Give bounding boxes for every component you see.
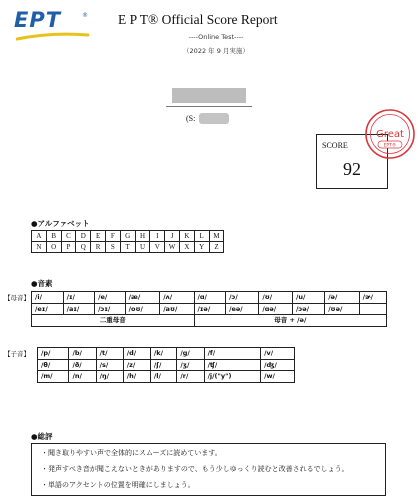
vowel-cell: /ɚ/ <box>359 292 386 304</box>
alphabet-cell: M <box>209 231 224 242</box>
score-label: SCORE <box>322 141 348 150</box>
alphabet-cell: P <box>61 242 76 253</box>
stamp-text: Great <box>376 129 404 140</box>
consonant-cell: /p/ <box>38 348 69 360</box>
alphabet-cell: W <box>165 242 180 253</box>
alphabet-cell: B <box>46 231 61 242</box>
consonant-cell: /ʃ/ <box>150 359 177 371</box>
alphabet-heading: ●アルファベット <box>31 219 90 228</box>
consonant-table <box>37 347 295 383</box>
consonant-cell: /ʧ/ <box>204 359 261 371</box>
consonant-cell: /ŋ/ <box>96 371 123 383</box>
alphabet-cell: L <box>194 231 209 242</box>
consonant-cell: /m/ <box>38 371 69 383</box>
report-title: E P T® Official Score Report <box>118 12 278 27</box>
consonant-cell: /g/ <box>177 348 204 360</box>
diphthong-group-label: 二重母音 <box>32 315 195 327</box>
comment-line: ・聞き取りやすい声で全体的にスムーズに読めています。 <box>41 449 222 457</box>
consonant-cell: /ð/ <box>69 359 96 371</box>
consonant-cell: /j/("y") <box>204 371 261 383</box>
comment-line: ・発声すべき音が聞こえないときがありますので、もう少しゆっくり読むと改善されるでしょう。 <box>41 465 349 473</box>
alphabet-cell: A <box>32 231 47 242</box>
vowel-table <box>31 291 387 327</box>
consonant-cell: /h/ <box>123 371 150 383</box>
consonant-cell: /t/ <box>96 348 123 360</box>
consonant-cell: /ʤ/ <box>261 359 295 371</box>
alphabet-cell: E <box>91 231 106 242</box>
vowel-group-row <box>32 315 387 327</box>
consonant-cell: /ʒ/ <box>177 359 204 371</box>
vowel-cell: /aʊ/ <box>160 303 194 315</box>
vowel-cell: /ɔɪ/ <box>95 303 126 315</box>
great-stamp-icon <box>364 108 416 160</box>
alphabet-cell: F <box>105 231 120 242</box>
vowel-cell: /i/ <box>32 292 64 304</box>
alphabet-cell: V <box>150 242 165 253</box>
vowel-cell-empty <box>359 303 386 315</box>
consonant-row <box>38 348 295 360</box>
student-id-prefix: (S: <box>186 114 196 123</box>
vowel-cell: /eɪ/ <box>32 303 64 315</box>
comments-box <box>31 443 386 496</box>
alphabet-cell: Z <box>209 242 224 253</box>
alphabet-cell: H <box>135 231 150 242</box>
vowel-cell: /ə/ <box>325 292 359 304</box>
report-subtitle: ----Online Test---- <box>188 33 244 41</box>
logo-registered-mark: ® <box>82 12 88 19</box>
consonant-cell: /θ/ <box>38 359 69 371</box>
exam-date: （2022 年 9 月実施） <box>183 47 249 55</box>
alphabet-cell: R <box>91 242 106 253</box>
vowel-cell: /aɪ/ <box>63 303 95 315</box>
consonant-cell: /f/ <box>204 348 261 360</box>
consonant-cell: /k/ <box>150 348 177 360</box>
alphabet-cell: D <box>76 231 91 242</box>
vowel-cell: /ɪ/ <box>63 292 95 304</box>
consonant-cell: /z/ <box>123 359 150 371</box>
alphabet-cell: S <box>105 242 120 253</box>
vowel-cell: /u/ <box>293 292 325 304</box>
phonetics-heading: ●音素 <box>31 279 53 288</box>
name-underline <box>166 106 252 107</box>
alphabet-cell: Q <box>76 242 91 253</box>
alphabet-row <box>32 242 224 253</box>
redacted-student-name <box>172 88 246 103</box>
alphabet-cell: T <box>120 242 135 253</box>
score-value: 92 <box>343 159 361 179</box>
vowel-cell: /e/ <box>95 292 126 304</box>
vowel-cell: /æ/ <box>125 292 160 304</box>
alphabet-cell: J <box>165 231 180 242</box>
vowel-cell: /ɔə/ <box>293 303 325 315</box>
comment-line: ・単語のアクセントの位置を明確にしましょう。 <box>41 481 195 489</box>
logo-text: EPT <box>14 8 62 32</box>
consonant-cell: /n/ <box>69 371 96 383</box>
vowel-cell: /ɔ/ <box>226 292 259 304</box>
vowel-row <box>32 303 387 315</box>
consonant-row <box>38 359 295 371</box>
consonant-cell: /d/ <box>123 348 150 360</box>
alphabet-cell: Y <box>194 242 209 253</box>
comments-heading: ●総評 <box>31 432 53 441</box>
consonant-cell: /s/ <box>96 359 123 371</box>
vowel-cell: /ɪə/ <box>194 303 226 315</box>
alphabet-cell: O <box>46 242 61 253</box>
vowel-cell: /ʊə/ <box>325 303 359 315</box>
rhotic-group-label: 母音 + /ə/ <box>194 315 386 327</box>
alphabet-table <box>31 230 224 253</box>
vowel-cell: /eə/ <box>226 303 259 315</box>
vowel-cell: /ɑ/ <box>194 292 226 304</box>
alphabet-cell: I <box>150 231 165 242</box>
alphabet-row <box>32 231 224 242</box>
consonant-cell: /v/ <box>261 348 295 360</box>
consonant-row <box>38 371 295 383</box>
consonant-cell: /b/ <box>69 348 96 360</box>
alphabet-cell: U <box>135 242 150 253</box>
stamp-logo-text: EPT® <box>383 143 397 149</box>
vowel-cell: /ʌ/ <box>160 292 194 304</box>
alphabet-cell: C <box>61 231 76 242</box>
alphabet-cell: K <box>179 231 194 242</box>
alphabet-cell: N <box>32 242 47 253</box>
vowel-row <box>32 292 387 304</box>
consonant-cell: /l/ <box>150 371 177 383</box>
alphabet-cell: G <box>120 231 135 242</box>
vowel-cell: /ɑə/ <box>259 303 293 315</box>
vowel-cell: /oʊ/ <box>125 303 160 315</box>
vowel-cell: /ʊ/ <box>259 292 293 304</box>
consonant-cell: /r/ <box>177 371 204 383</box>
consonant-label: 【子音】 <box>4 350 30 358</box>
consonant-cell: /w/ <box>261 371 295 383</box>
alphabet-cell: X <box>179 242 194 253</box>
redacted-student-id <box>199 113 229 124</box>
vowel-label: 【母音】 <box>4 294 30 302</box>
